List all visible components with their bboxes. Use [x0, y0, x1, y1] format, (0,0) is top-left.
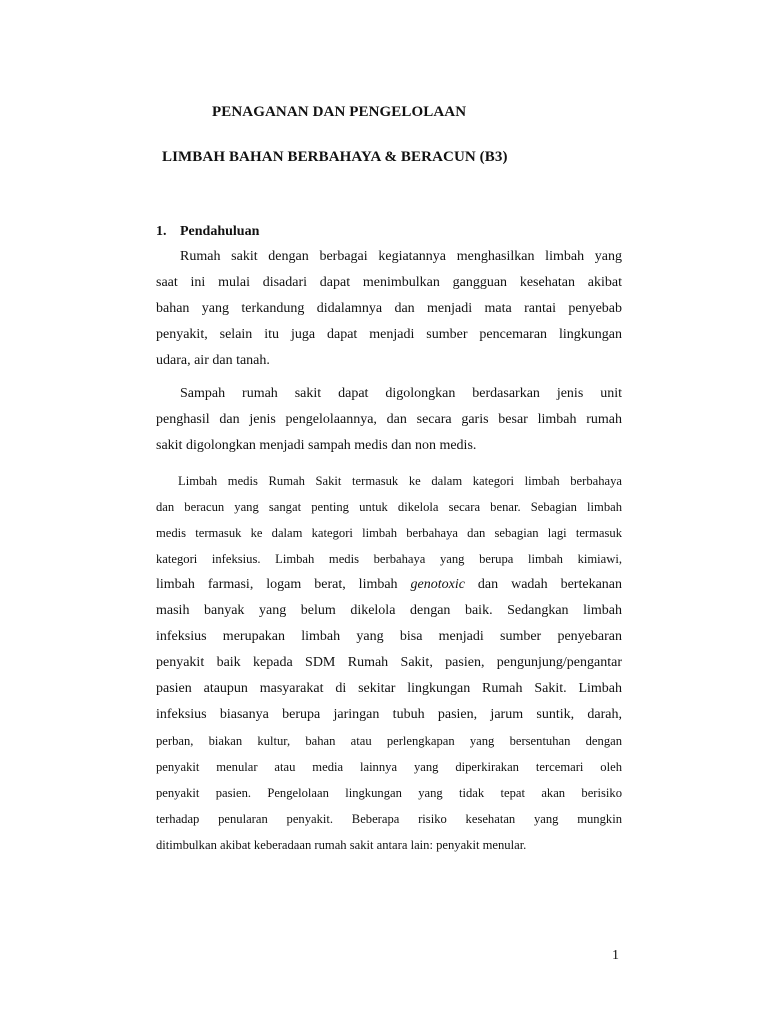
document-title-line-2: LIMBAH BAHAN BERBAHAYA & BERACUN (B3) — [162, 149, 508, 165]
paragraph-2 — [156, 381, 622, 459]
page-number: 1 — [612, 948, 619, 963]
section-number: 1. — [156, 224, 167, 239]
paragraph-line: dan beracun yang sangat penting untuk dikelola secara benar. Sebagian limbah — [156, 500, 622, 514]
paragraph-line: Rumah sakit dengan berbagai kegiatannya menghasilkan limbah yang — [180, 249, 622, 264]
italic-term: genotoxic — [410, 577, 465, 592]
paragraph-line: sakit digolongkan menjadi sampah medis dan non medis. — [156, 438, 477, 453]
text-run: dan wadah bertekanan — [464, 577, 622, 592]
paragraph-line — [156, 572, 622, 598]
paragraph-line: terhadap penularan penyakit. Beberapa risiko kesehatan yang mungkin — [156, 812, 622, 826]
paragraph-line: penyakit pasien. Pengelolaan lingkungan yang tidak tepat akan berisiko — [156, 786, 622, 800]
paragraph-line: saat ini mulai disadari dapat menimbulkan gangguan kesehatan akibat — [156, 275, 622, 290]
paragraph-line: infeksius merupakan limbah yang bisa menjadi sumber penyebaran — [156, 629, 622, 644]
paragraph-line: penyakit, selain itu juga dapat menjadi sumber pencemaran lingkungan — [156, 327, 622, 342]
paragraph-line: kategori infeksius. Limbah medis berbahaya yang berupa limbah kimiawi, — [156, 552, 622, 566]
paragraph-line: masih banyak yang belum dikelola dengan baik. Sedangkan limbah — [156, 603, 622, 618]
paragraph-line: medis termasuk ke dalam kategori limbah berbahaya dan sebagian lagi termasuk — [156, 526, 622, 540]
section-heading — [156, 224, 259, 240]
paragraph-line: penyakit menular atau media lainnya yang diperkirakan tercemari oleh — [156, 760, 622, 774]
paragraph-line: Sampah rumah sakit dapat digolongkan berdasarkan jenis unit — [180, 386, 622, 401]
document-title-line-1: PENAGANAN DAN PENGELOLAAN — [212, 104, 467, 120]
paragraph-1 — [156, 244, 622, 374]
paragraph-line: infeksius biasanya berupa jaringan tubuh pasien, jarum suntik, darah, — [156, 707, 622, 722]
paragraph-line: penghasil dan jenis pengelolaannya, dan secara garis besar limbah rumah — [156, 412, 622, 427]
paragraph-line: ditimbulkan akibat keberadaan rumah sakit antara lain: penyakit menular. — [156, 838, 527, 852]
paragraph-3 — [156, 468, 622, 858]
paragraph-line: udara, air dan tanah. — [156, 353, 270, 368]
text-run: limbah farmasi, logam berat, limbah — [156, 577, 411, 592]
paragraph-line: Limbah medis Rumah Sakit termasuk ke dalam kategori limbah berbahaya — [178, 474, 622, 488]
paragraph-line: perban, biakan kultur, bahan atau perlengkapan yang bersentuhan dengan — [156, 734, 622, 748]
section-title: Pendahuluan — [180, 224, 260, 239]
paragraph-line: bahan yang terkandung didalamnya dan menjadi mata rantai penyebab — [156, 301, 622, 316]
paragraph-line: penyakit baik kepada SDM Rumah Sakit, pasien, pengunjung/pengantar — [156, 655, 622, 670]
paragraph-line: pasien ataupun masyarakat di sekitar lingkungan Rumah Sakit. Limbah — [156, 681, 622, 696]
